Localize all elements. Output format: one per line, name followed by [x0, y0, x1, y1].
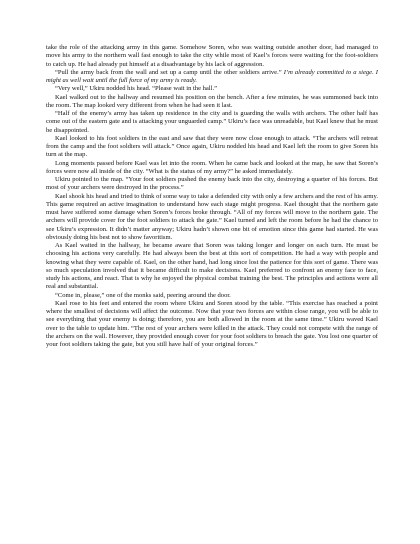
paragraph-9: Kael shook his head and tried to think of some way to take a defended city with only a few archers and the rest of his army. This game required an active imagination to understand how each stage might progress. Kael thought that the northern gate must have suffered some damage when Soren’s forces broke through. “All of my forces will move to the northern gate. The archers will provide cover for the foot soldiers to attack the gate.” Kael turned and left the room before he had the chance to see Ukiru’s expression. It didn’t matter anyway; Ukiru hadn’t shown one bit of emotion since this game had started. He was obviously doing his best not to show favoritism. — [46, 192, 379, 241]
paragraph-2-thought: I’m already committed to a siege. I might as well wait until the full force of my army is ready. — [46, 68, 378, 84]
paragraph-8: Ukiru pointed to the map. “Your foot soldiers pushed the enemy back into the city, destroying a quarter of his forces. But most of your archers were destroyed in the process.” — [46, 176, 378, 192]
paragraph-5: “Half of the enemy’s army has taken up residence in the city and is guarding the walls with archers. The other half has come out of the eastern gate and is attacking your unguarded camp.” Ukiru’s face was unreadable, but Kael knew that he must be disappointed. — [46, 110, 378, 134]
paragraph-2 — [46, 69, 378, 86]
paragraph-2-dialogue: “Pull the army back from the wall and set up a camp until the other soldiers arrive.” — [55, 68, 284, 76]
paragraph-10: As Kael waited in the hallway, he became aware that Soren was taking longer and longer on each turn. He must be choosing his actions very carefully. He had always been the best at this sort of competition. He had a way with people and knowing what they were capable of. Kael, on the other hand, had long since lost the patience for this sort of game. There was so much speculation involved that it became difficult to make decisions. Kael preferred to confront an enemy face to face, study his actions, and react. That is why he enjoyed the physical combat training the best. The principles and actions were all real and substantial. — [46, 242, 378, 291]
paragraph-6: Kael looked to his foot soldiers in the east and saw that they were now close enough to attack. “The archers will retreat from the camp and the foot soldiers will attack.” Once again, Ukiru nodded his head and Kael left the room to give Soren his turn at the map. — [46, 134, 378, 159]
paragraph-12: Kael rose to his feet and entered the room where Ukiru and Soren stood by the table. “This exercise has reached a point where the smallest of decisions will affect the outcome. Now that your two forces are within close range, you will be able to see everything that your enemy is doing; therefore, you are both allowed in the room at the same time.” Ukiru waved Kael over to the table to update him. “The rest of your archers were killed in the attack. They could not compete with the range of the archers on the wall. However, they provided enough cover for your foot soldiers to breach the gate. You lost one quarter of your foot soldiers taking the gate, but you still have half of your original forces.” — [46, 299, 378, 348]
book-page — [46, 44, 378, 349]
paragraph-1: take the role of the attacking army in this game. Somehow Soren, who was waiting outside another door, had managed to move his army to the northern wall fast enough to take the city while most of Kael’s forces were waiting for the foot-soldiers to catch up. He had already put himself at a disadvantage by his lack of aggression. — [46, 44, 378, 68]
paragraph-3: “Very well,” Ukiru nodded his head. “Please wait in the hall.” — [55, 85, 217, 93]
paragraph-7: Long moments passed before Kael was let into the room. When he came back and looked at the map, he saw that Soren’s forces were now all inside of the city. “What is the status of my army?” he asked immediately. — [46, 159, 378, 175]
paragraph-11: “Come in, please,” one of the monks said, peering around the door. — [55, 291, 231, 299]
paragraph-4: Kael walked out to the hallway and resumed his position on the bench. After a few minutes, he was summoned back into the room. The map looked very different from when he had seen it last. — [46, 93, 378, 109]
